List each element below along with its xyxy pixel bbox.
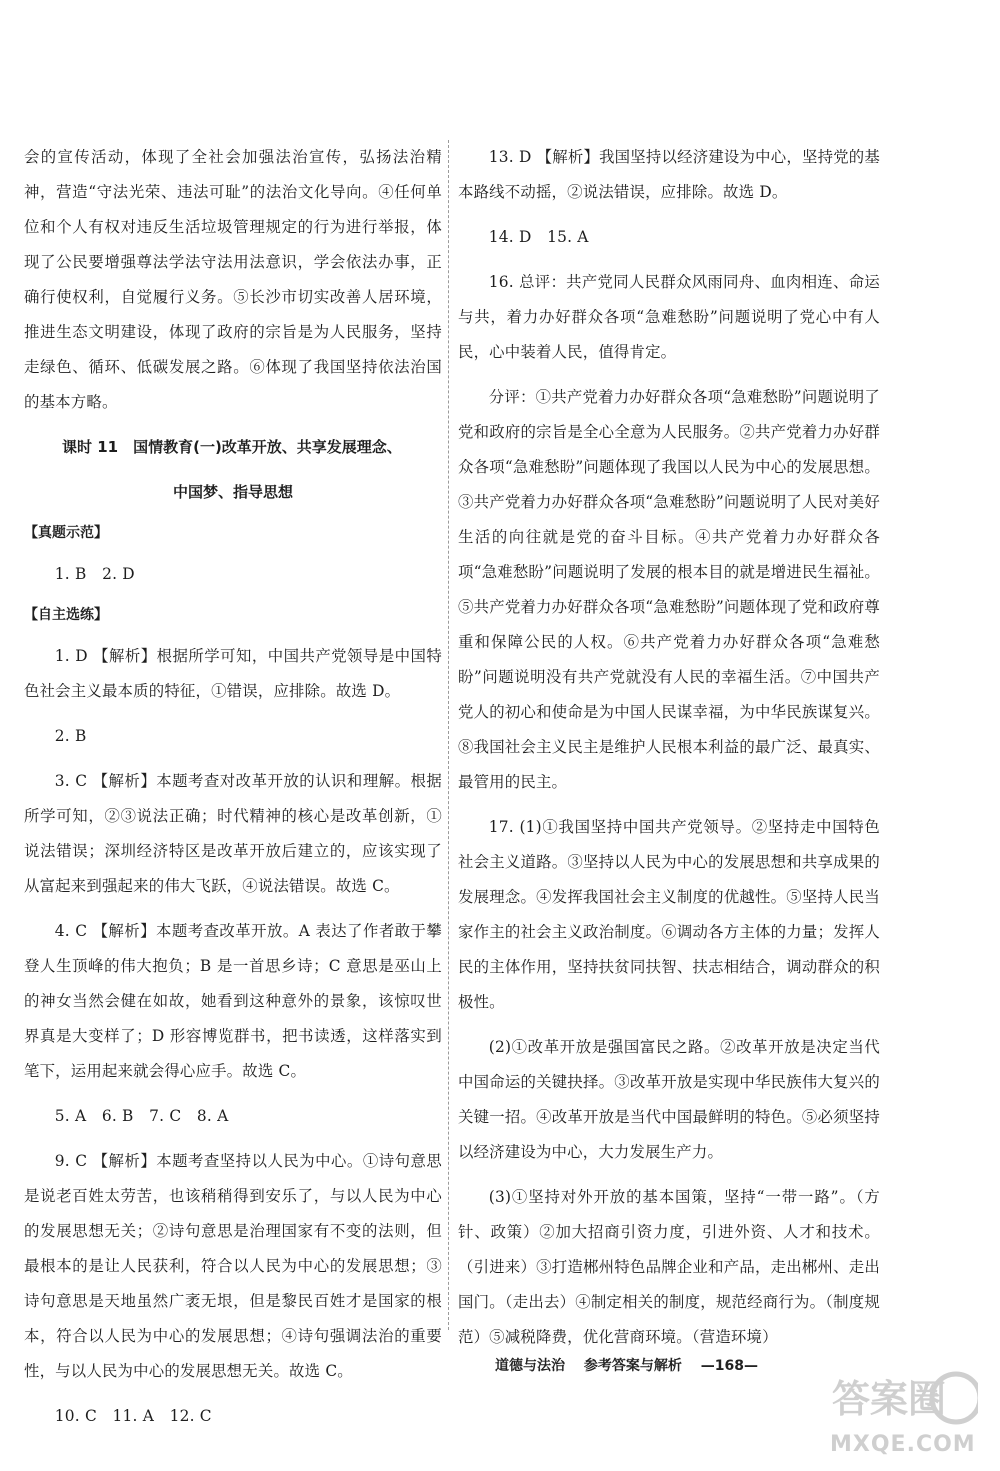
section-label-self-practice: 【自主选练】 bbox=[24, 607, 108, 623]
section-label-real-exam: 【真题示范】 bbox=[24, 525, 108, 541]
watermark-logo-icon bbox=[828, 1366, 978, 1430]
answer-q17-part2: (2)①改革开放是强国富民之路。②改革开放是决定当代中国命运的关键抉择。③改革开放是实现中华民族伟大复兴的关键一招。④改革开放是当代中国最鲜明的特色。⑤必须坚持以经济建设为中心，大力发展生产力。 bbox=[458, 1038, 880, 1161]
footer-subject: 道德与法治 bbox=[495, 1358, 565, 1374]
left-column bbox=[24, 140, 442, 1444]
svg-text:答案圈: 答案圈 bbox=[832, 1377, 947, 1421]
left-paragraph-1: 会的宣传活动，体现了全社会加强法治宣传，弘扬法治精神，营造“守法光荣、违法可耻”的法治文化导向。④任何单位和个人有权对违反生活垃圾管理规定的行为进行举报，体现了公民要增强尊法学法守法用法意识，学会依法办事，正确行使权利，自觉履行义务。⑤长沙市切实改善人居环境，推进生态文明建设，体现了政府的宗旨是为人民服务，坚持走绿色、循环、低碳发展之路。⑥体现了我国坚持依法治国的基本方略。 bbox=[24, 148, 442, 411]
lesson-heading-line-1: 课时 11 国情教育(一)改革开放、共享发展理念、 bbox=[62, 438, 402, 456]
right-column bbox=[458, 140, 880, 1365]
page-footer bbox=[495, 1355, 772, 1375]
footer-title: 参考答案与解析 bbox=[583, 1358, 682, 1374]
answer-q1: 1. D 【解析】根据所学可知，中国共产党领导是中国特色社会主义最本质的特征，①错误，应排除。故选 D。 bbox=[24, 647, 442, 700]
answer-q2: 2. B bbox=[54, 727, 87, 745]
watermark-site: MXQE.COM bbox=[830, 1432, 976, 1457]
answer-q17-part1: 17. (1)①我国坚持中国共产党领导。②坚持走中国特色社会主义道路。③坚持以人民为中心的发展思想和共享成果的发展理念。④发挥我国社会主义制度的优越性。⑤坚持人民当家作主的社会主义政治制度。⑥调动各方主体的力量；发挥人民的主体作用，坚持扶贫同扶智、扶志相结合，调动群众的积极性。 bbox=[458, 818, 880, 1011]
answer-q9: 9. C 【解析】本题考查坚持以人民为中心。①诗句意思是说老百姓太劳苦，也该稍稍得到安乐了，与以人民为中心的发展思想无关；②诗句意思是治理国家有不变的法则，但最根本的是让人民获利，符合以人民为中心的发展思想；③诗句意思是天地虽然广袤无垠，但是黎民百姓才是国家的根本，符合以人民为中心的发展思想；④诗句强调法治的重要性，与以人民为中心的发展思想无关。故选 C。 bbox=[24, 1152, 442, 1380]
answer-1-2: 1. B 2. D bbox=[54, 565, 135, 583]
answer-q4: 4. C 【解析】本题考查改革开放。A 表达了作者敢于攀登人生顶峰的伟大抱负；B 是一首思乡诗；C 意思是巫山上的神女当然会健在如故，她看到这种意外的景象，该惊叹世界真是大变样了；D 形容博览群书，把书读透，这样落实到笔下，运用起来就会得心应手。故选 C。 bbox=[24, 922, 442, 1080]
watermark-logo bbox=[828, 1366, 978, 1466]
footer-page-number: —168— bbox=[700, 1358, 758, 1374]
answer-q10-12: 10. C 11. A 12. C bbox=[54, 1407, 212, 1425]
answer-q16-overall: 16. 总评：共产党同人民群众风雨同舟、血肉相连、命运与共，着力办好群众各项“急难愁盼”问题说明了党心中有人民，心中装着人民，值得肯定。 bbox=[458, 273, 880, 361]
column-divider bbox=[448, 140, 449, 1330]
answer-q17-part3: (3)①坚持对外开放的基本国策，坚持“一带一路”。（方针、政策）②加大招商引资力度，引进外资、人才和技术。（引进来）③打造郴州特色品牌企业和产品，走出郴州、走出国门。（走出去）④制定相关的制度，规范经商行为。（制度规范）⑤减税降费，优化营商环境。（营造环境） bbox=[458, 1188, 880, 1346]
answer-q5-8: 5. A 6. B 7. C 8. A bbox=[54, 1107, 229, 1125]
answer-q3: 3. C 【解析】本题考查对改革开放的认识和理解。根据所学可知，②③说法正确；时代精神的核心是改革创新，①说法错误；深圳经济特区是改革开放后建立的，应该实现了从富起来到强起来的伟大飞跃，④说法错误。故选 C。 bbox=[24, 772, 442, 895]
answer-q13: 13. D 【解析】我国坚持以经济建设为中心，坚持党的基本路线不动摇，②说法错误，应排除。故选 D。 bbox=[458, 148, 880, 201]
answer-q16-detail: 分评：①共产党着力办好群众各项“急难愁盼”问题说明了党和政府的宗旨是全心全意为人民服务。②共产党着力办好群众各项“急难愁盼”问题体现了我国以人民为中心的发展思想。③共产党着力办好群众各项“急难愁盼”问题说明了人民对美好生活的向往就是党的奋斗目标。④共产党着力办好群众各项“急难愁盼”问题说明了发展的根本目的就是增进民生福祉。⑤共产党着力办好群众各项“急难愁盼”问题体现了党和政府尊重和保障公民的人权。⑥共产党着力办好群众各项“急难愁盼”问题说明没有共产党就没有人民的幸福生活。⑦中国共产党人的初心和使命是为中国人民谋幸福，为中华民族谋复兴。⑧我国社会主义民主是维护人民根本利益的最广泛、最真实、最管用的民主。 bbox=[458, 388, 880, 791]
answer-q14-15: 14. D 15. A bbox=[488, 228, 589, 246]
lesson-heading-line-2: 中国梦、指导思想 bbox=[172, 483, 293, 501]
